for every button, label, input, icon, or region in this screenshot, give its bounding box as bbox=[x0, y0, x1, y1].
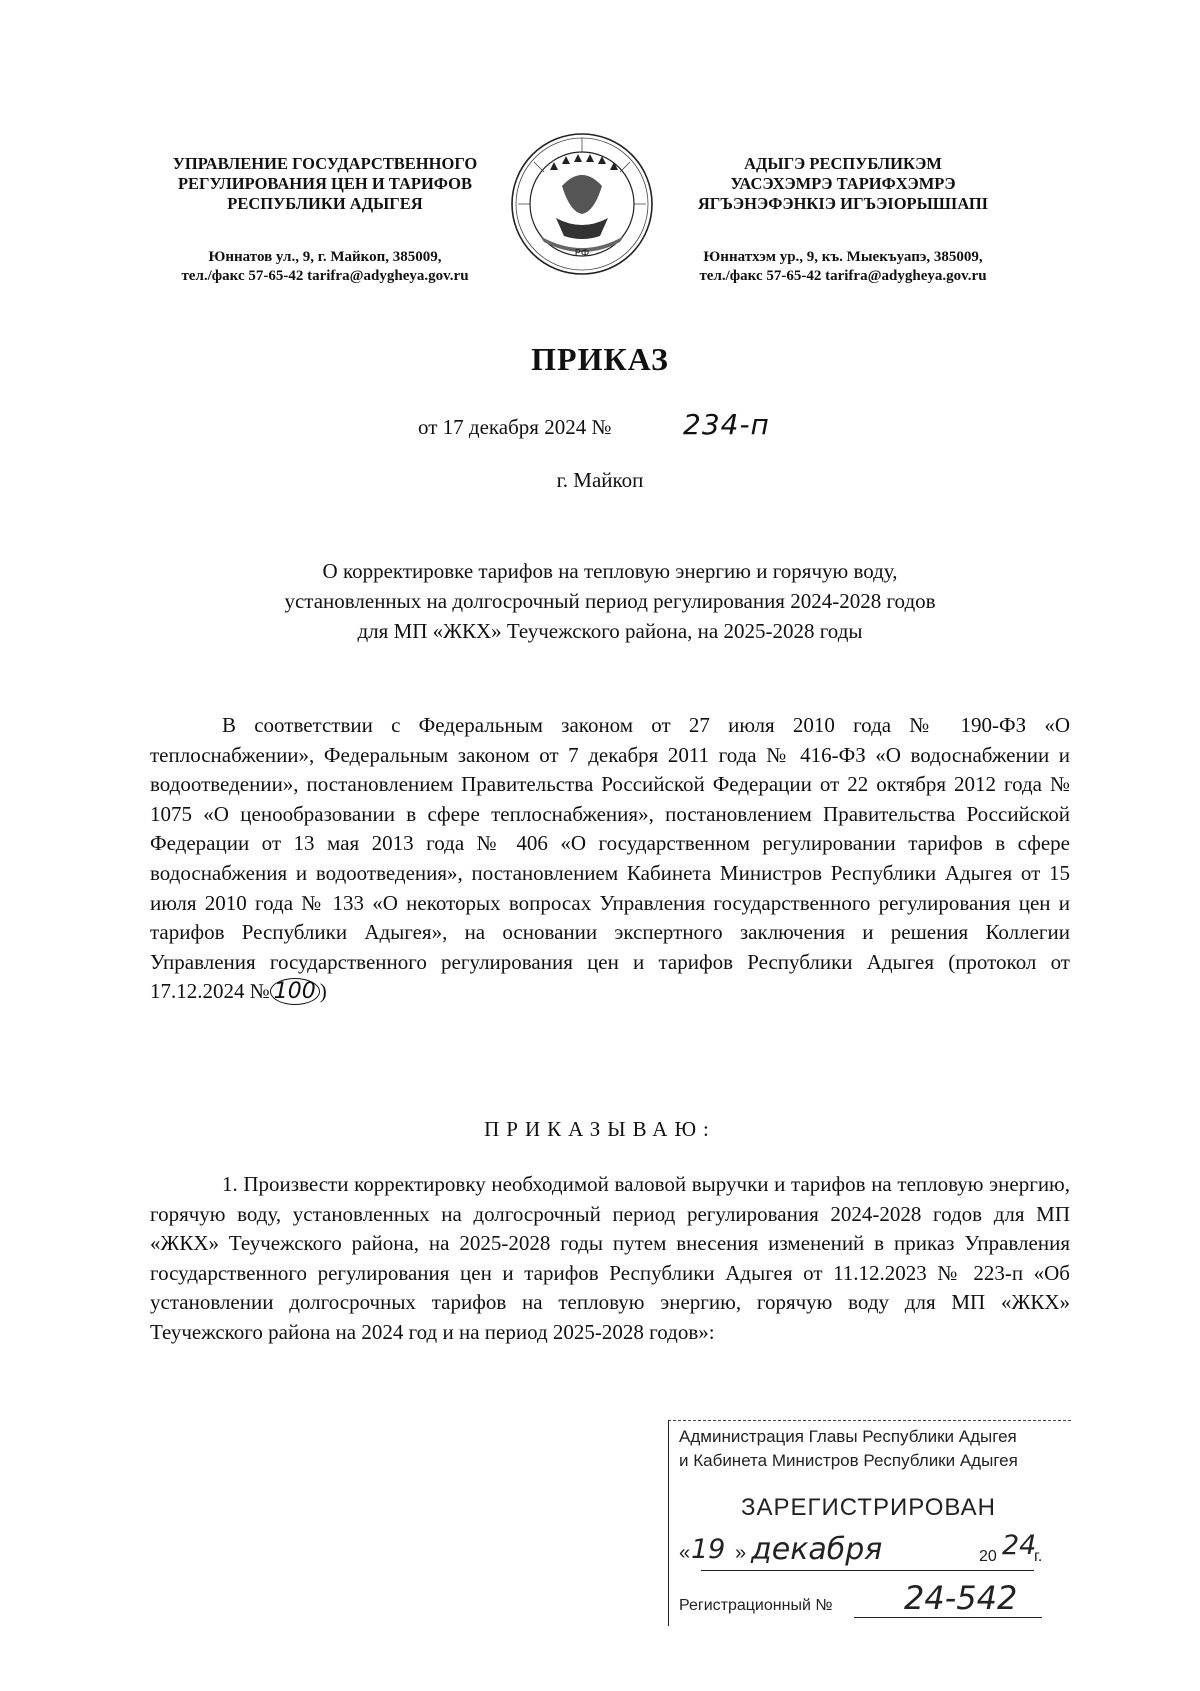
stamp-year-handwritten: 24 bbox=[1002, 1530, 1037, 1561]
phone-email-ru: тел./факс 57-65-42 tarifra@adygheya.gov.ru bbox=[181, 268, 469, 284]
header-right-block bbox=[648, 154, 1038, 286]
header-left-block bbox=[140, 154, 510, 286]
org-name-ru-line-3: РЕСПУБЛИКИ АДЫГЕЯ bbox=[227, 194, 423, 213]
phone-email-ady: тел./факс 57-65-42 tarifra@adygheya.gov.ru bbox=[699, 268, 987, 284]
stamp-year-prefix: 20 bbox=[979, 1548, 997, 1565]
republic-of-adygea-coat-of-arms-icon bbox=[510, 132, 654, 276]
order-heading: ПРИКАЗЫВАЮ: bbox=[484, 1117, 716, 1141]
subject-line-3: для МП «ЖКХ» Теучежского района, на 2025-2028 годы bbox=[357, 619, 863, 643]
stamp-reg-underline bbox=[854, 1617, 1042, 1618]
stamp-date-line bbox=[679, 1530, 1054, 1574]
order-date-line: от 17 декабря 2024 № bbox=[418, 415, 612, 439]
stamp-month-handwritten: декабря bbox=[751, 1532, 883, 1567]
svg-text:РФ: РФ bbox=[574, 248, 590, 259]
registration-stamp bbox=[668, 1420, 1071, 1626]
stamp-reg-number-handwritten: 24-542 bbox=[904, 1579, 1018, 1617]
stamp-line-2: и Кабинета Министров Республики Адыгея bbox=[679, 1451, 1018, 1470]
subject-line-2: установленных на долгосрочный период регулирования 2024-2028 годов bbox=[284, 589, 936, 613]
address-ru: Юннатов ул., 9, г. Майкоп, 385009, bbox=[208, 249, 442, 265]
address-ady: Юннатхэм ур., 9, къ. Мыекъуапэ, 385009, bbox=[703, 249, 983, 265]
org-name-ady-line-2: УАСЭХЭМРЭ ТАРИФХЭМРЭ bbox=[730, 174, 956, 193]
org-contacts-ady bbox=[648, 248, 1038, 286]
stamp-quote-close: » bbox=[735, 1542, 747, 1564]
org-name-ady-line-1: АДЫГЭ РЕСПУБЛИКЭМ bbox=[744, 154, 942, 173]
preamble-paragraph bbox=[150, 711, 1070, 1007]
stamp-year-abbr: г. bbox=[1034, 1548, 1043, 1565]
stamp-date-underline bbox=[701, 1570, 1034, 1571]
item-1-paragraph: 1. Произвести корректировку необходимой валовой выручки и тарифов на тепловую энергию, горячую воду, установленных на долгосрочный период регулирования 2024-2028 годов для МП «ЖКХ» Теучежского района, на 2025-2028 годы путем внесения изменений в приказ Управления государственного регулирования цен и тарифов Республики Адыгея от 11.12.2023 № 223-п «Об установлении долгосрочных тарифов на тепловую энергию, горячую воду для МП «ЖКХ» Теучежского района на 2024 год и на период 2025-2028 годов»: bbox=[150, 1172, 1070, 1344]
org-name-ady-line-3: ЯГЪЭНЭФЭНКIЭ ИГЪЭIОРЫШIАПI bbox=[697, 194, 989, 213]
protocol-number-handwritten: 100 bbox=[270, 978, 320, 1005]
stamp-line-1: Администрация Главы Республики Адыгея bbox=[679, 1427, 1017, 1446]
preamble-end: ) bbox=[319, 979, 327, 1004]
org-name-ru-line-2: РЕГУЛИРОВАНИЯ ЦЕН И ТАРИФОВ bbox=[177, 174, 473, 193]
stamp-status: ЗАРЕГИСТРИРОВАН bbox=[741, 1494, 996, 1521]
stamp-reg-line bbox=[679, 1579, 1054, 1621]
city-line: г. Майкоп bbox=[556, 468, 644, 492]
subject-line-1: О корректировке тарифов на тепловую энергию и горячую воду, bbox=[322, 559, 898, 583]
preamble-text: В соответствии с Федеральным законом от 27 июля 2010 года № 190-ФЗ «О теплоснабжении», Федеральным законом от 7 декабря 2011 года № 416-ФЗ «О водоснабжении и водоотведении», постановлением Правительства Российской Федерации от 22 октября 2012 года № 1075 «О ценообразовании в сфере теплоснабжения», постановлением Правительства Российской Федерации от 13 мая 2013 года № 406 «О государственном регулировании тарифов в сфере водоснабжения и водоотведения», постановлением Кабинета Министров Республики Адыгея от 15 июля 2010 года № 133 «О некоторых вопросах Управления государственного регулирования цен и тарифов Республики Адыгея», на основании экспертного заключения и решения Коллегии Управления государственного регулирования цен и тарифов Республики Адыгея (протокол от 17.12.2024 № bbox=[150, 713, 1070, 1004]
stamp-quote-open: « bbox=[679, 1542, 691, 1564]
document-title: ПРИКАЗ bbox=[531, 341, 669, 377]
stamp-reg-label: Регистрационный № bbox=[679, 1597, 833, 1614]
org-name-ru-line-1: УПРАВЛЕНИЕ ГОСУДАРСТВЕННОГО bbox=[172, 154, 478, 173]
order-number-handwritten: 234-п bbox=[683, 408, 770, 441]
org-contacts-ru bbox=[140, 248, 510, 286]
order-subject bbox=[150, 556, 1070, 646]
stamp-day-handwritten: 19 bbox=[691, 1534, 726, 1565]
